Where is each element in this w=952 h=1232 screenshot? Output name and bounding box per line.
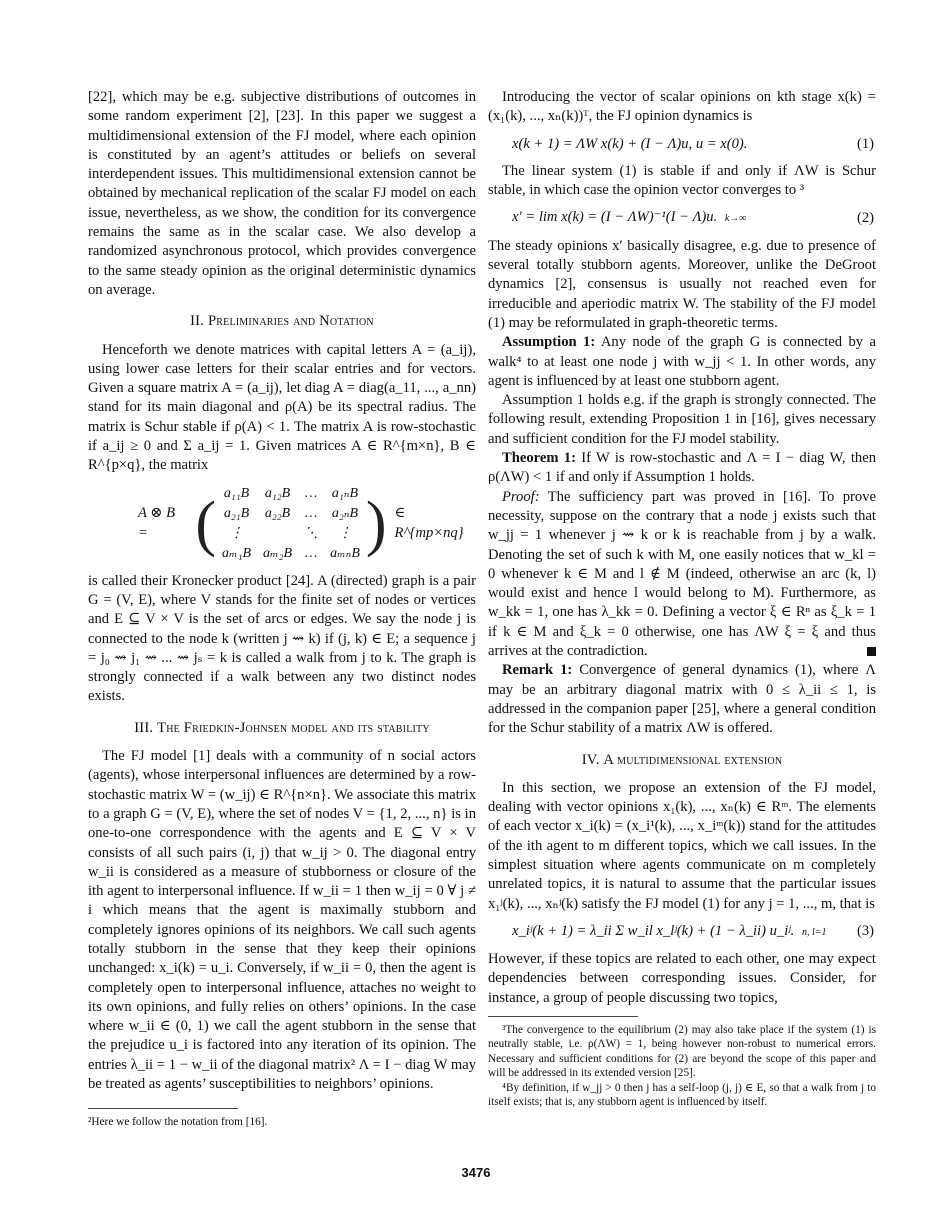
equation-1-body: x(k + 1) = ΛW x(k) + (I − Λ)u, u = x(0). <box>512 135 748 152</box>
matrix-cell: aₘₙB <box>330 545 360 561</box>
section-3-heading <box>88 719 476 738</box>
fj-model-paragraph: The FJ model [1] deals with a community of n social actors (agents), whose interpersonal influences are determined by a row-stochastic matrix W = (w_ij) ∈ R^{n×n}. We associate this matrix to a graph G = (V, E), where the set of nodes V = {1, 2, ..., n} is in one-to-one correspondence with the agents and E ⊆ V × V consists of all such pairs (i, j) that w_ij > 0. The diagonal entry w_ii is considered as a measure of stubborness or closure of the ith agent to interpersonal influence. If w_ii = 1 then w_ij = 0 ∀ j ≠ i which means that the agent is maximally stubborn and completely ignores opinions of its neighbors. We call such agents totally stubborn in the sense that they keep their opinions unchanged: x_i(k) = u_i. Conversely, if w_ii = 0, then the agent is completely open to interpersonal influence, attaches no weight to its own opinions, and fully relies on others’ opinions. In the case where w_ii ∈ (0, 1) we call the agent stubborn in the sense that the prejudice u_i is factored into any iteration of its opinion. The entries λ_ii = 1 − w_ii of the diagonal matrix² Λ = I − diag W may be treated as agents’ susceptibilities to neighbors’ opinions. <box>88 748 476 1093</box>
matrix-rhs: ∈ R^{mp×nq} <box>394 505 464 541</box>
equation-3-sum-lower: l=1 <box>811 926 827 938</box>
matrix-cell: a₂₂B <box>264 505 291 521</box>
footnote-rule <box>88 1108 238 1109</box>
assumption-note-paragraph: Assumption 1 holds e.g. if the graph is strongly connected. The following result, extending Proposition 1 in [16], gives necessary and sufficient condition for the FJ model stability. <box>488 392 876 447</box>
matrix-lhs: A ⊗ B = <box>138 505 176 541</box>
extension-paragraph: In this section, we propose an extension of the FJ model, dealing with vector opinions x₁(k), ..., xₙ(k) ∈ Rᵐ. The elements of each vector x_i(k) = (x_i¹(k), ..., x_iᵐ(k)) stand for the attitudes of the ith agent to m different topics, which we call issues. In the simplest situation where agents communicate on m completely unrelated topics, it is natural to assume that the particular issues x₁ʲ(k), ..., xₙʲ(k) satisfy the FJ model (1) for any j = 1, ..., m, that is <box>488 779 876 912</box>
assumption-1 <box>488 333 876 391</box>
qed-square-icon <box>867 647 876 656</box>
equation-1-number: (1) <box>856 135 874 152</box>
matrix-cell: ⋱ <box>304 525 319 541</box>
equation-3 <box>488 922 876 942</box>
section-2-title: Preliminaries and Notation <box>207 313 374 330</box>
section-4-heading <box>488 751 876 770</box>
section-2-number: II. <box>190 313 205 330</box>
kronecker-matrix <box>138 484 476 564</box>
opinion-vector-paragraph: Introducing the vector of scalar opinions on kth stage x(k) = (x₁(k), ..., xₙ(k))ᵀ, the FJ opinion dynamics is <box>488 89 876 125</box>
right-bracket: ) <box>365 489 387 558</box>
matrix-table <box>216 484 366 564</box>
proof-label: Proof: <box>502 488 540 505</box>
section-4-number: IV. <box>581 751 600 768</box>
equation-3-sum-limits: n, l=1 <box>801 926 827 938</box>
theorem-1-text: If W is row-stochastic and Λ = I − diag W, then ρ(ΛW) < 1 if and only if Assumption 1 holds. <box>488 450 877 486</box>
equation-2-body: x′ = lim x(k) = (I − ΛW)⁻¹(I − Λ)u. <box>512 209 718 226</box>
matrix-cell: a₂ₙB <box>331 505 359 521</box>
matrix-cell: ⋮ <box>229 525 244 541</box>
equation-3-number: (3) <box>856 923 874 940</box>
proof-text: The sufficiency part was proved in [16]. To prove necessity, suppose on the contrary that a node j exists such that w_jj = 1 whenever j ⇝ k or k is reachable from j by a walk. Denoting the set of such k with M, one easily notices that w_kl = 0 whenever k ∈ M and l ∉ M (indeed, otherwise an arc (k, l) would exist and hence l would belong to M). Furthermore, as w_kk = 1, one has λ_kk = 0. Defining a vector ξ ∈ Rⁿ as ξ_k = 1 if k ∈ M and ξ_k = 0 otherwise, one has ΛW ξ = ξ and thus arrives at the contradiction. <box>488 488 876 660</box>
intro-paragraph-end: [22], which may be e.g. subjective distributions of outcomes in some random experiment [2], [23]. In this paper we suggest a multidimensional extension of the FJ model, where each opinion is constituted by an agent’s attitudes or beliefs on several interdependent issues. This multidimensional extension cannot be obtained by mechanical replication of the scalar FJ model on each issue, nevertheless, as we show, the condition for its convergence remains the same as in the scalar case. We also develop a randomized asynchronous protocol, which provides convergence to the same steady opinion as the original deterministic dynamics on average. <box>88 89 476 298</box>
equation-2 <box>488 208 876 228</box>
remark-1-label: Remark 1: <box>502 662 573 679</box>
proof <box>488 488 876 662</box>
matrix-cell: … <box>304 545 318 561</box>
matrix-cell: a₂₁B <box>223 505 250 521</box>
footnote-2: ²Here we follow the notation from [16]. <box>88 1116 268 1129</box>
matrix-cell: a₁₂B <box>264 485 291 501</box>
stability-paragraph: The linear system (1) is stable if and only if ΛW is Schur stable, in which case the opinion vector converges to ³ <box>488 162 876 199</box>
matrix-cell <box>257 524 298 544</box>
footnote-3: ³The convergence to the equilibrium (2) may also take place if the system (1) is neutrally stable, i.e. ρ(ΛW) = 1, being however non-robust to numerical errors. Necessary and sufficient conditions for (2) are beyond the scope of this paper and will be addressed in its extended version [25]. <box>488 1024 876 1080</box>
equation-2-limit: k→∞ <box>724 213 747 225</box>
equation-2-wrap <box>512 208 746 228</box>
steady-opinions-paragraph: The steady opinions x′ basically disagree, e.g. due to presence of several totally stubborn agents. Moreover, unlike the DeGroot dynamics [2], consensus is usually not reached even for irreducible and aperiodic matrix W. The stability of the FJ model (1) may be reformulated in graph-theoretic terms. <box>488 237 876 331</box>
theorem-1-label: Theorem 1: <box>502 450 576 467</box>
assumption-1-label: Assumption 1: <box>502 334 596 351</box>
right-column <box>488 88 876 1110</box>
footnote-rule-right <box>488 1016 638 1017</box>
equation-3-body: x_iʲ(k + 1) = λ_ii Σ w_il x_lʲ(k) + (1 − λ_ii) u_iʲ. <box>512 922 795 939</box>
remark-1 <box>488 661 876 738</box>
matrix-cell: a₁₁B <box>223 485 250 501</box>
left-column <box>88 88 476 1130</box>
matrix-row <box>216 524 366 544</box>
matrix-cell: … <box>304 505 318 521</box>
matrix-cell: … <box>304 485 318 501</box>
section-3-number: III. <box>134 719 154 736</box>
matrix-cell: aₘ₁B <box>222 545 252 561</box>
equation-1 <box>488 135 876 154</box>
matrix-cell: aₘ₂B <box>263 545 293 561</box>
matrix-row <box>216 504 366 524</box>
section-2-heading <box>88 312 476 331</box>
section-3-title: The Friedkin-Johnsen model and its stability <box>157 719 430 736</box>
footnote-4: ⁴By definition, if w_jj > 0 then j has a self-loop (j, j) ∈ E, so that a walk from j to itself exists; that is, any stubborn agent is influenced by itself. <box>488 1081 876 1109</box>
matrix-cell: a₁ₙB <box>331 485 359 501</box>
equation-3-wrap <box>512 922 827 942</box>
assumption-1-text: Any node of the graph G is connected by a walk⁴ to at least one node j with w_jj < 1. In other words, any agent is influenced by at least one stubborn agent. <box>488 334 877 389</box>
page-number: 3476 <box>461 1165 491 1180</box>
theorem-1 <box>488 449 876 488</box>
equation-3-sum-upper: n <box>801 926 807 938</box>
section-4-title: A multidimensional extension <box>603 751 783 768</box>
matrix-row <box>216 544 366 564</box>
remark-1-text: Convergence of general dynamics (1), where Λ may be an arbitrary diagonal matrix with 0 ≤ λ_ii ≤ 1, is addressed in the companion paper [25], where a general condition for the Schur stability of a matrix ΛW is offered. <box>488 662 876 737</box>
left-bracket: ( <box>195 489 217 558</box>
dependencies-paragraph: However, if these topics are related to each other, one may expect dependencies between corresponding issues. Consider, for instance, a group of people discussing two topics, <box>488 951 876 1006</box>
notation-paragraph: Henceforth we denote matrices with capital letters A = (a_ij), using lower case letters for their scalar entries and for vectors. Given a square matrix A = (a_ij), let diag A = diag(a_11, ..., a_nn) stand for its main diagonal and ρ(A) be its spectral radius. The matrix is Schur stable if ρ(A) < 1. The matrix A is row-stochastic if a_ij ≥ 0 and Σ a_ij = 1. Given matrices A ∈ R^{m×n}, B ∈ R^{p×q}, the matrix <box>88 341 476 474</box>
matrix-cell: ⋮ <box>337 525 352 541</box>
matrix-row <box>216 484 366 504</box>
equation-2-number: (2) <box>856 209 874 226</box>
graph-definition-paragraph: is called their Kronecker product [24]. A (directed) graph is a pair G = (V, E), where V stands for the finite set of nodes or vertices and E ⊆ V × V is the set of arcs or edges. We say the node j is connected to the node k (written j ⇝ k) if (j, k) ∈ E; a sequence j = j₀ ⇝ j₁ ⇝ ... ⇝ jₛ = k is called a walk from j to k. The graph is strongly connected if a walk between any two distinct nodes exists. <box>88 572 476 705</box>
